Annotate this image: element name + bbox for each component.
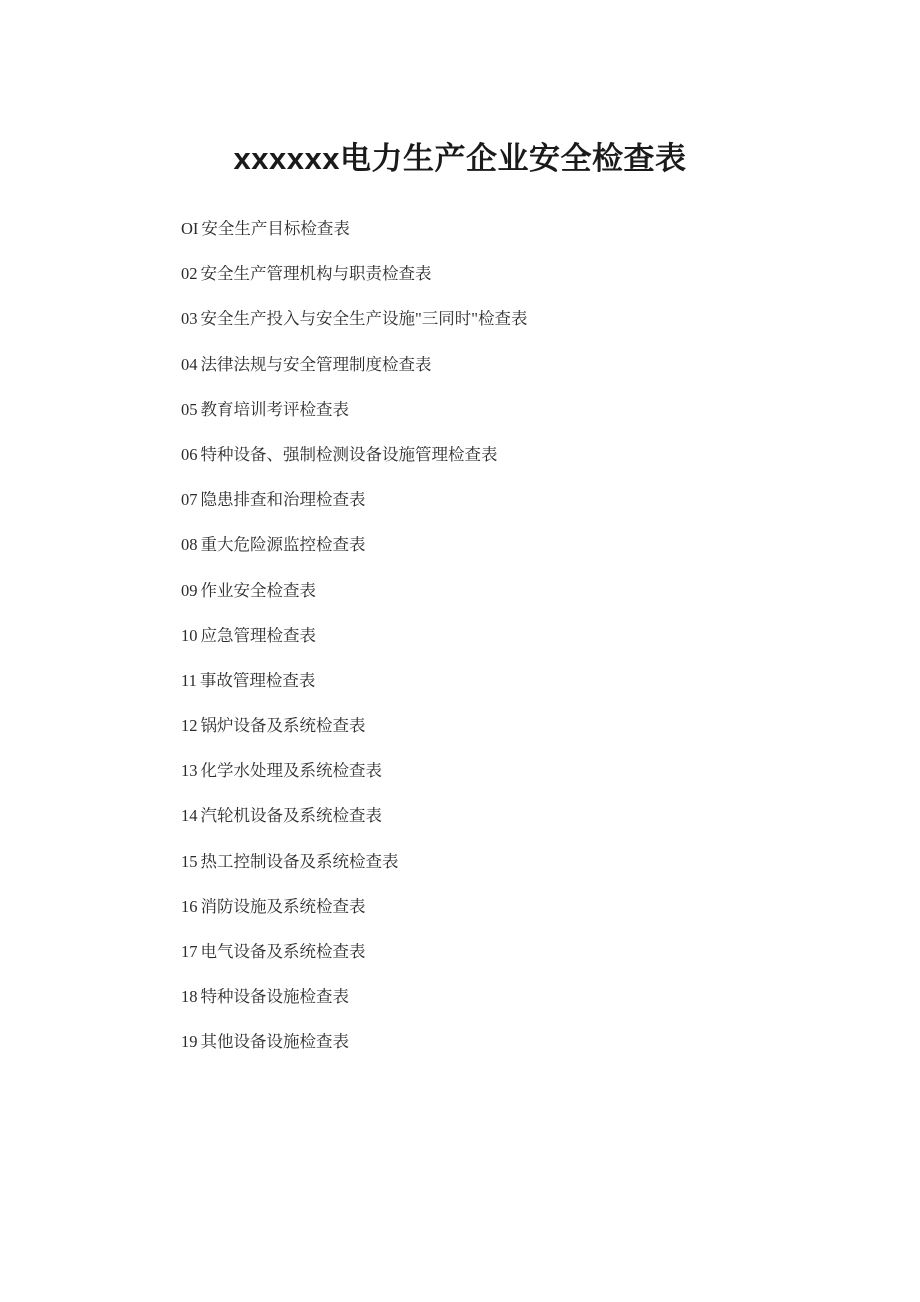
list-item-label: 教育培训考评检查表 [200, 399, 349, 419]
list-item-label: 锅炉设备及系统检查表 [200, 716, 366, 736]
list-item [181, 399, 841, 421]
list-item-number: 16 [181, 896, 198, 916]
list-item-number: 14 [181, 806, 198, 826]
list-item-number: 05 [181, 399, 198, 419]
list-item-label: 其他设备设施检查表 [200, 1032, 349, 1052]
list-item [181, 308, 841, 330]
list-item-number: 03 [181, 309, 198, 329]
list-item [181, 896, 841, 918]
page-title: xxxxxx电力生产企业安全检查表 [233, 140, 687, 176]
list-item [181, 715, 841, 737]
list-item [181, 941, 841, 963]
list-item-number: 19 [181, 1032, 198, 1052]
list-item [181, 534, 841, 556]
list-item-label: 特种设备设施检查表 [200, 987, 349, 1007]
list-item [181, 1031, 841, 1053]
table-of-contents [181, 218, 841, 1077]
list-item [181, 986, 841, 1008]
list-item-label: 安全生产投入与安全生产设施"三同时"检查表 [200, 309, 528, 329]
list-item-label: 消防设施及系统检查表 [200, 896, 366, 916]
list-item-number: 15 [181, 851, 198, 871]
list-item [181, 263, 841, 285]
list-item-label: 重大危险源监控检查表 [200, 535, 366, 555]
list-item-number: 11 [181, 670, 197, 690]
list-item [181, 760, 841, 782]
list-item [181, 354, 841, 376]
list-item-number: 18 [181, 987, 198, 1007]
list-item-number: 08 [181, 535, 198, 555]
list-item-number: 09 [181, 580, 198, 600]
list-item [181, 444, 841, 466]
list-item-label: 事故管理检查表 [199, 670, 316, 690]
list-item-number: 07 [181, 490, 198, 510]
list-item-number: 04 [181, 354, 198, 374]
list-item-label: 热工控制设备及系统检查表 [200, 851, 399, 871]
list-item-label: 法律法规与安全管理制度检查表 [200, 354, 432, 374]
list-item-label: 安全生产管理机构与职责检查表 [200, 264, 432, 284]
list-item [181, 670, 841, 692]
list-item [181, 851, 841, 873]
list-item-label: 安全生产目标检查表 [201, 219, 350, 238]
list-item-label: 应急管理检查表 [200, 625, 316, 645]
list-item-label: 特种设备、强制检测设备设施管理检查表 [200, 444, 498, 464]
list-item-number: 02 [181, 264, 198, 284]
list-item [181, 625, 841, 647]
list-item-label: 隐患排查和治理检查表 [200, 490, 366, 510]
list-item-label: 汽轮机设备及系统检查表 [200, 806, 382, 826]
list-item [181, 218, 841, 240]
list-item-number: 13 [181, 761, 198, 781]
list-item [181, 489, 841, 511]
list-item-label: 作业安全检查表 [200, 580, 316, 600]
list-item-number: 10 [181, 625, 198, 645]
list-item [181, 580, 841, 602]
list-item-number: OI [181, 219, 199, 238]
list-item-label: 化学水处理及系统检查表 [200, 761, 382, 781]
list-item-number: 12 [181, 716, 198, 736]
list-item-number: 17 [181, 942, 198, 961]
list-item-number: 06 [181, 444, 198, 464]
list-item [181, 805, 841, 827]
list-item-label: 电气设备及系统检查表 [200, 942, 366, 961]
